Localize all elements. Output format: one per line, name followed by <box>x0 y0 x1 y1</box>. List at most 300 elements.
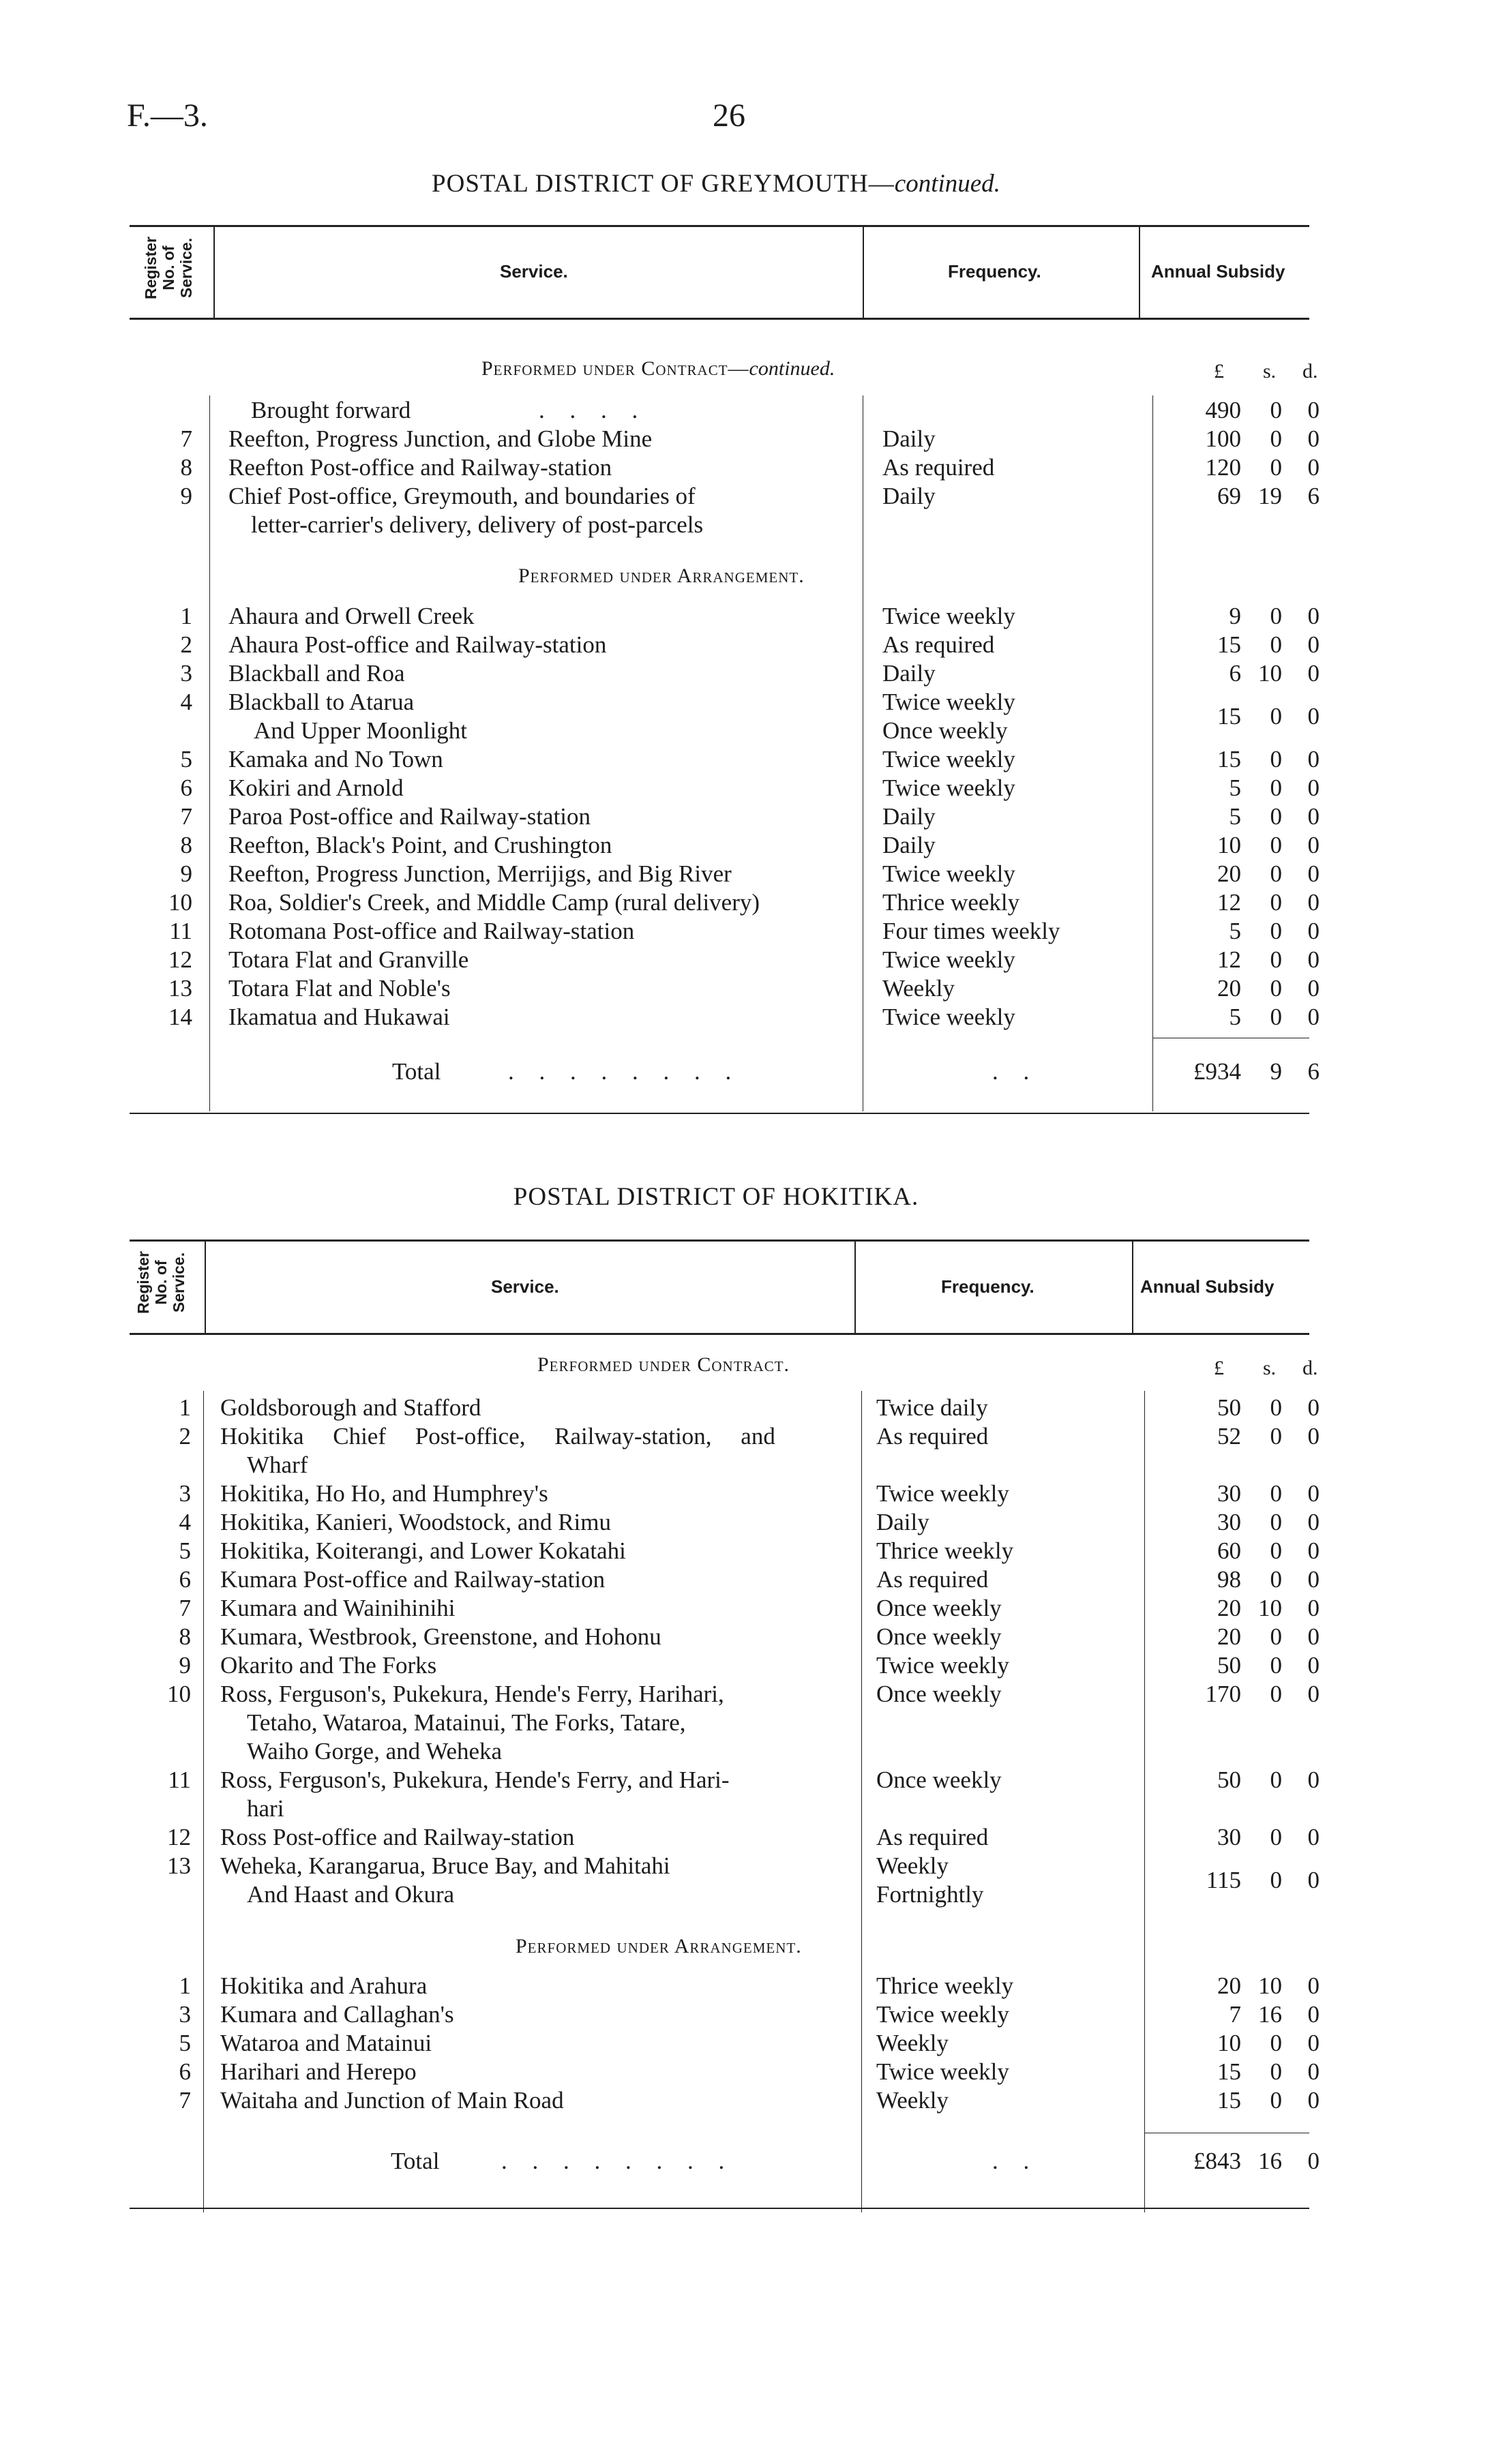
service-cell: Ross Post-office and Railway-station <box>220 1824 575 1850</box>
service-cell: Kumara and Callaghan's <box>220 2001 454 2028</box>
pounds-cell: 5 <box>1229 918 1241 944</box>
shillings-cell: 0 <box>1270 603 1282 629</box>
pounds-cell: 60 <box>1217 1537 1241 1564</box>
pence-cell: 0 <box>1307 746 1320 772</box>
greymouth-header-divider-3 <box>1139 226 1140 318</box>
frequency-cell: As required <box>876 1566 989 1593</box>
hokitika-header-divider-1 <box>205 1241 206 1333</box>
table-row <box>0 1767 1490 1824</box>
frequency-cell: Weekly <box>876 2030 949 2056</box>
total-label: Total <box>392 1058 441 1085</box>
pounds-cell: 50 <box>1217 1767 1241 1793</box>
service-cell: Rotomana Post-office and Railway-station <box>228 918 635 944</box>
register-number: 5 <box>179 1537 191 1564</box>
service-cell: Kokiri and Arnold <box>228 775 404 801</box>
hokitika-currency-pounds: £ <box>1214 1357 1224 1379</box>
greymouth-header-divider-1 <box>213 226 215 318</box>
table-row <box>0 1480 1490 1508</box>
service-cell-continued: Tetaho, Wataroa, Matainui, The Forks, Tatare, <box>247 1709 686 1736</box>
service-cell: Hokitika Chief Post-office, Railway-station, and <box>220 1423 775 1449</box>
service-cell: Chief Post-office, Greymouth, and boundaries of <box>228 483 696 509</box>
pence-cell: 0 <box>1307 946 1320 973</box>
table-row <box>0 1004 1490 1032</box>
table-row <box>0 689 1490 746</box>
register-number: 7 <box>179 2087 191 2114</box>
hokitika-total-row <box>0 2148 1490 2176</box>
total-shillings: 16 <box>1258 2148 1282 2174</box>
service-cell: Ross, Ferguson's, Pukekura, Hende's Ferry, Harihari, <box>220 1681 724 1707</box>
pence-cell: 0 <box>1307 1824 1320 1850</box>
shillings-cell: 0 <box>1270 425 1282 452</box>
pounds-cell: 20 <box>1217 975 1241 1002</box>
service-cell: Kumara Post-office and Railway-station <box>220 1566 606 1593</box>
service-cell: Ikamatua and Hukawai <box>228 1004 450 1030</box>
pounds-cell: 15 <box>1217 631 1241 658</box>
frequency-cell: Once weekly <box>876 1595 1002 1621</box>
shillings-cell: 0 <box>1270 1004 1282 1030</box>
service-cell: Hokitika, Koiterangi, and Lower Kokatahi <box>220 1537 626 1564</box>
shillings-cell: 19 <box>1258 483 1282 509</box>
register-number: 3 <box>179 1480 191 1507</box>
frequency-cell: Twice weekly <box>882 603 1015 629</box>
leader-dots: . . . . . . . . <box>508 1058 741 1085</box>
table-row <box>0 746 1490 774</box>
register-number: 9 <box>180 483 192 509</box>
shillings-cell: 10 <box>1258 660 1282 687</box>
total-pence: 6 <box>1307 1058 1320 1085</box>
frequency-cell: Twice weekly <box>876 2058 1009 2085</box>
service-cell: Reefton, Progress Junction, and Globe Mine <box>228 425 653 452</box>
frequency-cell: Thrice weekly <box>876 1537 1014 1564</box>
pounds-cell: 20 <box>1217 1595 1241 1621</box>
shillings-cell: 0 <box>1270 1566 1282 1593</box>
shillings-cell: 0 <box>1270 803 1282 830</box>
table-row <box>0 775 1490 802</box>
pence-cell: 0 <box>1307 1595 1320 1621</box>
pounds-cell: 115 <box>1206 1867 1241 1893</box>
frequency-cell: Weekly <box>876 1852 949 1879</box>
greymouth-register-header: Register No. of Service. <box>142 236 195 300</box>
service-cell: Kamaka and No Town <box>228 746 443 772</box>
shillings-cell: 0 <box>1270 746 1282 772</box>
frequency-cell: Twice weekly <box>882 860 1015 887</box>
greymouth-bottom-rule <box>130 1113 1309 1114</box>
register-number: 4 <box>180 689 192 715</box>
pence-cell: 6 <box>1307 483 1320 509</box>
pence-cell: 0 <box>1307 1623 1320 1650</box>
greymouth-currency-pounds: £ <box>1214 360 1224 382</box>
pence-cell: 0 <box>1307 889 1320 916</box>
table-row <box>0 1423 1490 1480</box>
total-shillings: 9 <box>1270 1058 1282 1085</box>
register-number: 4 <box>179 1509 191 1535</box>
pence-cell: 0 <box>1307 2087 1320 2114</box>
table-row <box>0 454 1490 482</box>
shillings-cell: 0 <box>1270 918 1282 944</box>
service-cell: Hokitika and Arahura <box>220 1972 428 1999</box>
table-row <box>0 1972 1490 2000</box>
table-row <box>0 2058 1490 2086</box>
table-row <box>0 803 1490 831</box>
register-number: 6 <box>179 1566 191 1593</box>
table-row <box>0 860 1490 888</box>
frequency-cell: As required <box>876 1423 989 1449</box>
greymouth-section-arrangement: Performed under Arrangement. <box>518 565 805 587</box>
hokitika-section-arrangement: Performed under Arrangement. <box>516 1935 802 1957</box>
register-number: 12 <box>167 1824 191 1850</box>
service-cell-continued: hari <box>247 1795 284 1822</box>
pounds-cell: 12 <box>1217 889 1241 916</box>
greymouth-subsidy-header: Annual Subsidy <box>1151 261 1285 282</box>
table-row <box>0 1595 1490 1623</box>
frequency-cell: Once weekly <box>876 1623 1002 1650</box>
frequency-cell: Twice weekly <box>882 1004 1015 1030</box>
pounds-cell: 30 <box>1217 1509 1241 1535</box>
pence-cell: 0 <box>1307 631 1320 658</box>
pence-cell: 0 <box>1307 1509 1320 1535</box>
service-cell: Ahaura and Orwell Creek <box>228 603 475 629</box>
service-cell: Blackball to Atarua <box>228 689 415 715</box>
register-number: 1 <box>179 1394 191 1421</box>
hokitika-bottom-rule <box>130 2208 1309 2209</box>
pence-cell: 0 <box>1307 1767 1320 1793</box>
register-number: 14 <box>168 1004 192 1030</box>
pounds-cell: 170 <box>1205 1681 1241 1707</box>
pence-cell: 0 <box>1307 603 1320 629</box>
service-cell: Ahaura Post-office and Railway-station <box>228 631 607 658</box>
pence-cell: 0 <box>1307 832 1320 858</box>
shillings-cell: 0 <box>1270 2058 1282 2085</box>
frequency-cell: As required <box>882 454 995 481</box>
total-label: Total <box>391 2148 440 2174</box>
frequency-cell: Daily <box>882 425 936 452</box>
shillings-cell: 0 <box>1270 860 1282 887</box>
register-number: 8 <box>180 454 192 481</box>
greymouth-header-bottom-rule <box>130 318 1309 320</box>
frequency-cell-continued: Fortnightly <box>876 1881 984 1908</box>
register-number: 6 <box>180 775 192 801</box>
frequency-cell: Twice weekly <box>876 1652 1009 1679</box>
register-number: 5 <box>180 746 192 772</box>
pounds-cell: 15 <box>1217 746 1241 772</box>
pounds-cell: 490 <box>1205 397 1241 423</box>
shillings-cell: 0 <box>1270 1767 1282 1793</box>
hokitika-subsidy-header: Annual Subsidy <box>1140 1276 1275 1297</box>
total-pounds: £934 <box>1193 1058 1241 1085</box>
pence-cell: 0 <box>1307 2058 1320 2085</box>
table-row <box>0 946 1490 974</box>
frequency-cell: Four times weekly <box>882 918 1060 944</box>
register-number: 7 <box>179 1595 191 1621</box>
register-number: 13 <box>167 1852 191 1879</box>
hokitika-title: POSTAL DISTRICT OF HOKITIKA. <box>513 1183 919 1211</box>
pounds-cell: 20 <box>1217 860 1241 887</box>
pounds-cell: 20 <box>1217 1623 1241 1650</box>
shillings-cell: 0 <box>1270 1623 1282 1650</box>
register-number: 2 <box>179 1423 191 1449</box>
frequency-cell: Twice weekly <box>882 746 1015 772</box>
table-row <box>0 1623 1490 1651</box>
pounds-cell: 98 <box>1217 1566 1241 1593</box>
pounds-cell: 7 <box>1229 2001 1241 2028</box>
service-cell: Kumara, Westbrook, Greenstone, and Hohonu <box>220 1623 661 1650</box>
greymouth-service-header: Service. <box>500 261 568 282</box>
frequency-cell: Daily <box>882 483 936 509</box>
greymouth-currency-pence: d. <box>1302 360 1318 382</box>
pence-cell: 0 <box>1307 918 1320 944</box>
table-row <box>0 1509 1490 1537</box>
hokitika-header-divider-2 <box>854 1241 856 1333</box>
shillings-cell: 0 <box>1270 975 1282 1002</box>
register-number: 3 <box>179 2001 191 2028</box>
shillings-cell: 0 <box>1270 889 1282 916</box>
shillings-cell: 0 <box>1270 1824 1282 1850</box>
service-cell: Okarito and The Forks <box>220 1652 437 1679</box>
pounds-cell: 20 <box>1217 1972 1241 1999</box>
shillings-cell: 0 <box>1270 397 1282 423</box>
shillings-cell: 0 <box>1270 454 1282 481</box>
frequency-cell: As required <box>876 1824 989 1850</box>
frequency-cell: As required <box>882 631 995 658</box>
table-row <box>0 1537 1490 1565</box>
service-cell-continued: And Haast and Okura <box>247 1881 455 1908</box>
frequency-cell: Twice weekly <box>876 2001 1009 2028</box>
shillings-cell: 0 <box>1270 1480 1282 1507</box>
pence-cell: 0 <box>1307 2030 1320 2056</box>
frequency-cell: Daily <box>882 803 936 830</box>
service-cell: Reefton, Progress Junction, Merrijigs, and Big River <box>228 860 732 887</box>
pounds-cell: 120 <box>1205 454 1241 481</box>
service-cell: Weheka, Karangarua, Bruce Bay, and Mahitahi <box>220 1852 670 1879</box>
service-cell-continued: letter-carrier's delivery, delivery of post-parcels <box>251 511 704 538</box>
frequency-cell: Daily <box>876 1509 929 1535</box>
register-number: 3 <box>180 660 192 687</box>
greymouth-section-contract: Performed under Contract—continued. <box>481 357 835 380</box>
shillings-cell: 0 <box>1270 1867 1282 1893</box>
table-row <box>0 483 1490 540</box>
table-row <box>0 889 1490 917</box>
shillings-cell: 0 <box>1270 1394 1282 1421</box>
frequency-cell: Once weekly <box>876 1681 1002 1707</box>
service-cell: Totara Flat and Granville <box>228 946 469 973</box>
shillings-cell: 0 <box>1270 832 1282 858</box>
pounds-cell: 5 <box>1229 803 1241 830</box>
shillings-cell: 0 <box>1270 775 1282 801</box>
table-row <box>0 2001 1490 2029</box>
pounds-cell: 6 <box>1229 660 1241 687</box>
greymouth-header-top-rule <box>130 225 1309 227</box>
pence-cell: 0 <box>1307 1652 1320 1679</box>
pence-cell: 0 <box>1307 454 1320 481</box>
shillings-cell: 10 <box>1258 1595 1282 1621</box>
register-number: 9 <box>180 860 192 887</box>
pounds-cell: 50 <box>1217 1652 1241 1679</box>
table-row <box>0 918 1490 946</box>
frequency-cell: Weekly <box>882 975 955 1002</box>
shillings-cell: 16 <box>1258 2001 1282 2028</box>
hokitika-currency-pence: d. <box>1302 1357 1318 1379</box>
leader-dots: . . . . . . . . <box>501 2148 734 2174</box>
frequency-cell: Daily <box>882 660 936 687</box>
pence-cell: 0 <box>1307 1004 1320 1030</box>
frequency-cell: Twice weekly <box>876 1480 1009 1507</box>
table-row <box>0 425 1490 453</box>
pence-cell: 0 <box>1307 425 1320 452</box>
table-row <box>0 603 1490 631</box>
leader-dots: . . <box>992 1058 1039 1085</box>
pounds-cell: 69 <box>1217 483 1241 509</box>
pence-cell: 0 <box>1307 1480 1320 1507</box>
pounds-cell: 50 <box>1217 1394 1241 1421</box>
table-row <box>0 2030 1490 2058</box>
shillings-cell: 0 <box>1270 703 1282 730</box>
service-cell: Reefton, Black's Point, and Crushington <box>228 832 612 858</box>
table-row <box>0 1566 1490 1594</box>
pence-cell: 0 <box>1307 660 1320 687</box>
register-number: 13 <box>168 975 192 1002</box>
shillings-cell: 10 <box>1258 1972 1282 1999</box>
greymouth-total-row <box>0 1058 1490 1086</box>
register-number: 9 <box>179 1652 191 1679</box>
register-number: 8 <box>180 832 192 858</box>
table-row <box>0 1652 1490 1680</box>
hokitika-register-header: Register No. of Service. <box>134 1250 188 1314</box>
shillings-cell: 0 <box>1270 946 1282 973</box>
register-number: 5 <box>179 2030 191 2056</box>
shillings-cell: 0 <box>1270 1509 1282 1535</box>
leader-dots: . . <box>992 2148 1039 2174</box>
shillings-cell: 0 <box>1270 1537 1282 1564</box>
shillings-cell: 0 <box>1270 2087 1282 2114</box>
service-cell: Harihari and Herepo <box>220 2058 417 2085</box>
table-row <box>0 660 1490 688</box>
hokitika-service-header: Service. <box>491 1276 559 1297</box>
frequency-cell: Thrice weekly <box>876 1972 1014 1999</box>
pounds-cell: 15 <box>1217 703 1241 730</box>
table-row <box>0 975 1490 1003</box>
total-pence: 0 <box>1307 2148 1320 2174</box>
pounds-cell: 15 <box>1217 2058 1241 2085</box>
pounds-cell: 10 <box>1217 2030 1241 2056</box>
table-row <box>0 1681 1490 1767</box>
pounds-cell: 52 <box>1217 1423 1241 1449</box>
register-number: 1 <box>180 603 192 629</box>
total-pounds: £843 <box>1193 2148 1241 2174</box>
pounds-cell: 15 <box>1217 2087 1241 2114</box>
hokitika-header-bottom-rule <box>130 1333 1309 1335</box>
pence-cell: 0 <box>1307 1681 1320 1707</box>
service-cell-continued: And Upper Moonlight <box>254 717 468 744</box>
register-number: 12 <box>168 946 192 973</box>
service-cell-continued: Wharf <box>247 1452 308 1478</box>
shillings-cell: 0 <box>1270 2030 1282 2056</box>
frequency-cell: Once weekly <box>876 1767 1002 1793</box>
table-row <box>0 397 1490 425</box>
register-number: 11 <box>168 1767 191 1793</box>
service-cell: Brought forward <box>251 397 411 423</box>
frequency-cell: Weekly <box>876 2087 949 2114</box>
service-cell: Hokitika, Kanieri, Woodstock, and Rimu <box>220 1509 611 1535</box>
pence-cell: 0 <box>1307 860 1320 887</box>
frequency-cell: Daily <box>882 832 936 858</box>
service-cell: Goldsborough and Stafford <box>220 1394 481 1421</box>
table-row <box>0 1852 1490 1910</box>
register-number: 10 <box>168 889 192 916</box>
pence-cell: 0 <box>1307 775 1320 801</box>
greymouth-title: POSTAL DISTRICT OF GREYMOUTH—continued. <box>432 170 1000 198</box>
service-cell: Paroa Post-office and Railway-station <box>228 803 591 830</box>
hokitika-currency-shillings: s. <box>1263 1357 1277 1379</box>
pence-cell: 0 <box>1307 975 1320 1002</box>
hokitika-frequency-header: Frequency. <box>941 1276 1034 1297</box>
frequency-cell-continued: Once weekly <box>882 717 1008 744</box>
pounds-cell: 30 <box>1217 1824 1241 1850</box>
service-cell: Kumara and Wainihinihi <box>220 1595 456 1621</box>
frequency-cell: Twice weekly <box>882 946 1015 973</box>
pence-cell: 0 <box>1307 1566 1320 1593</box>
pounds-cell: 100 <box>1205 425 1241 452</box>
greymouth-header-divider-2 <box>863 226 864 318</box>
greymouth-frequency-header: Frequency. <box>948 261 1041 282</box>
pence-cell: 0 <box>1307 2001 1320 2028</box>
page-number: 26 <box>713 97 745 134</box>
table-row <box>0 1824 1490 1852</box>
service-cell: Blackball and Roa <box>228 660 405 687</box>
table-row <box>0 631 1490 659</box>
register-number: 7 <box>180 425 192 452</box>
pence-cell: 0 <box>1307 1394 1320 1421</box>
service-cell: Roa, Soldier's Creek, and Middle Camp (rural delivery) <box>228 889 760 916</box>
register-number: 1 <box>179 1972 191 1999</box>
register-number: 10 <box>167 1681 191 1707</box>
hokitika-header-divider-3 <box>1132 1241 1133 1333</box>
service-cell: Wataroa and Matainui <box>220 2030 432 2056</box>
pounds-cell: 9 <box>1229 603 1241 629</box>
pence-cell: 0 <box>1307 1867 1320 1893</box>
frequency-cell: Twice daily <box>876 1394 988 1421</box>
table-row <box>0 2087 1490 2115</box>
pounds-cell: 30 <box>1217 1480 1241 1507</box>
pence-cell: 0 <box>1307 1972 1320 1999</box>
pounds-cell: 5 <box>1229 775 1241 801</box>
service-cell: Waitaha and Junction of Main Road <box>220 2087 564 2114</box>
service-cell: Reefton Post-office and Railway-station <box>228 454 612 481</box>
shillings-cell: 0 <box>1270 1423 1282 1449</box>
shillings-cell: 0 <box>1270 631 1282 658</box>
register-number: 7 <box>180 803 192 830</box>
hokitika-section-contract: Performed under Contract. <box>537 1353 790 1376</box>
pence-cell: 0 <box>1307 1423 1320 1449</box>
register-number: 6 <box>179 2058 191 2085</box>
register-number: 11 <box>169 918 192 944</box>
service-cell: Totara Flat and Noble's <box>228 975 451 1002</box>
register-number: 8 <box>179 1623 191 1650</box>
shillings-cell: 0 <box>1270 1681 1282 1707</box>
pounds-cell: 12 <box>1217 946 1241 973</box>
table-row <box>0 1394 1490 1422</box>
leader-dots: . . . . <box>539 397 648 423</box>
pounds-cell: 10 <box>1217 832 1241 858</box>
pounds-cell: 5 <box>1229 1004 1241 1030</box>
shillings-cell: 0 <box>1270 1652 1282 1679</box>
pence-cell: 0 <box>1307 803 1320 830</box>
table-row <box>0 832 1490 860</box>
pence-cell: 0 <box>1307 1537 1320 1564</box>
service-cell-continued: Waiho Gorge, and Weheka <box>247 1738 503 1764</box>
page-reference: F.—3. <box>127 97 208 134</box>
frequency-cell: Twice weekly <box>882 689 1015 715</box>
service-cell: Hokitika, Ho Ho, and Humphrey's <box>220 1480 548 1507</box>
